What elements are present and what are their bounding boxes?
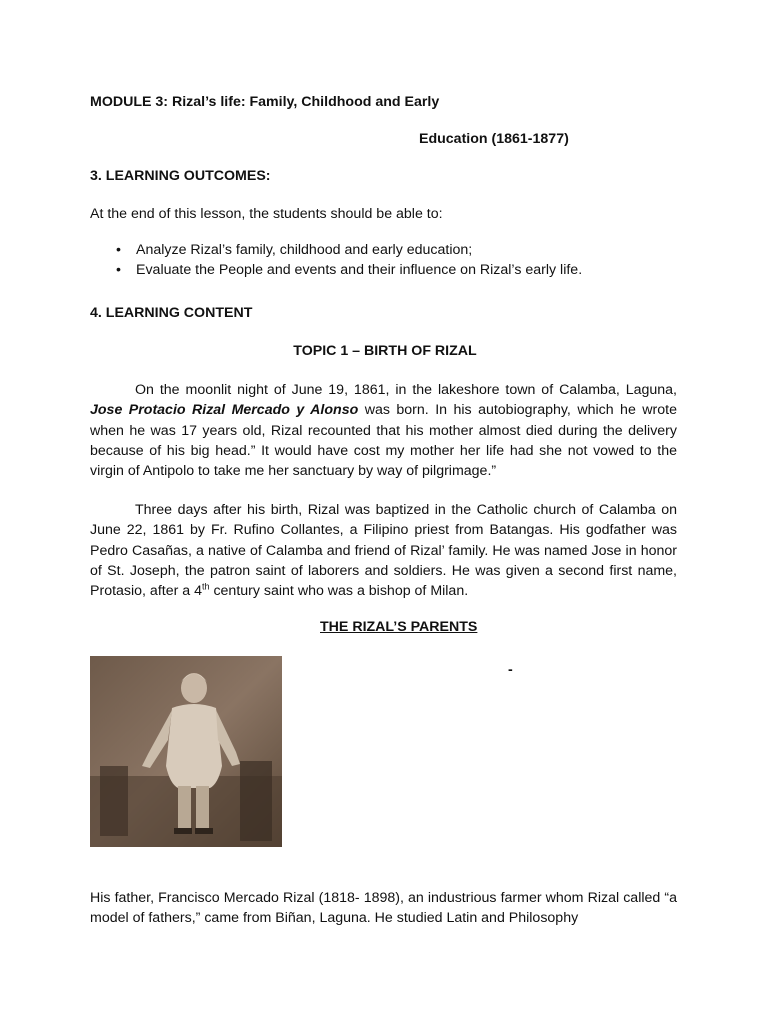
topic-heading <box>0 343 768 359</box>
superscript: th <box>201 581 210 592</box>
full-name: Jose Protacio Rizal Mercado y Alonso <box>90 402 359 419</box>
module-title-dates: Education (1861-1877) <box>419 131 569 147</box>
paragraph-birth <box>90 380 677 481</box>
paragraph-father: His father, Francisco Mercado Rizal (1818- 1898), an industrious farmer whom Rizal called “a model of fathers,” came from Biñan, Laguna. He studied Latin and Philosophy <box>90 890 677 927</box>
dash-mark: - <box>508 662 513 678</box>
learning-content-heading: 4. LEARNING CONTENT <box>90 305 253 321</box>
topic-heading-text: TOPIC 1 – BIRTH OF RIZAL <box>293 343 477 359</box>
list-item: • Analyze Rizal’s family, childhood and early education; <box>112 240 582 260</box>
list-item: • Evaluate the People and events and their influence on Rizal’s early life. <box>112 260 582 280</box>
paragraph-text: was born. In his autobiography, which he wrote when he was 17 years old, Rizal recounted that his mother almost died during the delivery because of his big head.” It would have cost my mother her life had she not vowed to the virgin of Antipolo to take me her sanctuary by way of pilgrimage.” <box>90 402 677 480</box>
learning-outcomes-intro: At the end of this lesson, the students should be able to: <box>90 206 443 222</box>
portrait-photo <box>90 656 282 847</box>
learning-outcomes-list <box>112 240 582 280</box>
paragraph-text: century saint who was a bishop of Milan. <box>209 583 469 600</box>
paragraph-baptism <box>90 500 677 601</box>
learning-outcomes-heading: 3. LEARNING OUTCOMES: <box>90 168 271 184</box>
parents-heading: THE RIZAL’S PARENTS <box>320 619 478 635</box>
paragraph-text: On the moonlit night of June 19, 1861, in the lakeshore town of Calamba, Laguna, <box>135 382 677 398</box>
paragraph-text: Three days after his birth, Rizal was baptized in the Catholic church of Calamba on June 22, 1861 by Fr. Rufino Collantes, a Filipino priest from Batangas. His godfather was Pedro Casañas, a native of Calamba and friend of Rizal’ family. He was named Jose in honor of St. Joseph, the patron saint of laborers and soldiers. He was given a second first name, Protasio, after a 4 <box>90 502 677 600</box>
module-title: MODULE 3: Rizal’s life: Family, Childhood and Early <box>90 94 440 110</box>
